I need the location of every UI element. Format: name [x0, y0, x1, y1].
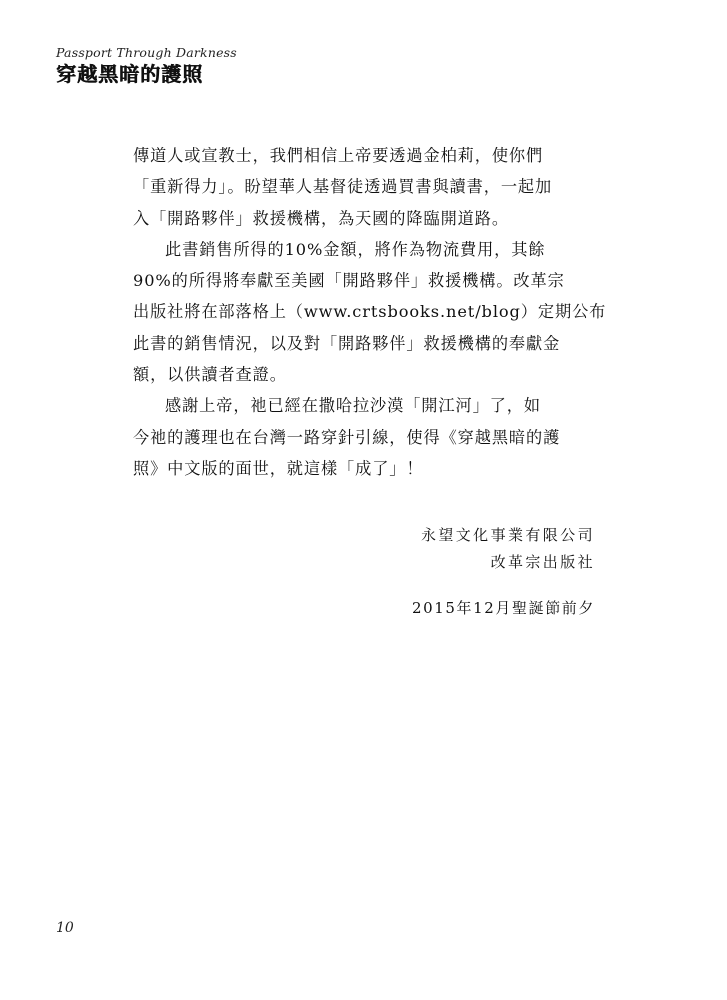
header-title-english: Passport Through Darkness [56, 45, 237, 60]
page-number: 10 [56, 920, 74, 936]
paragraph-line: 入「開路夥伴」救援機構，為天國的降臨開道路。 [133, 208, 509, 228]
paragraph-line: 感謝上帝，祂已經在撒哈拉沙漠「開江河」了，如 [165, 396, 541, 416]
paragraph-line: 90%的所得將奉獻至美國「開路夥伴」救援機構。改革宗 [133, 271, 565, 291]
paragraph-line: 「重新得力」。盼望華人基督徒透過買書與讀書，一起加 [133, 177, 553, 197]
signature-date: 2015年12月聖誕節前夕 [411, 599, 595, 617]
paragraph-line: 此書銷售所得的10%金額，將作為物流費用，其餘 [165, 239, 546, 259]
signature-company: 永望文化事業有限公司 [420, 526, 595, 544]
header-title-chinese: 穿越黑暗的護照 [56, 62, 203, 86]
paragraph-line: 出版社將在部落格上（www.crtsbooks.net/blog）定期公布 [133, 302, 607, 322]
paragraph-line: 今祂的護理也在台灣一路穿針引線，使得《穿越黑暗的護 [133, 427, 561, 447]
running-header [56, 46, 316, 86]
paragraph-line: 傳道人或宣教士，我們相信上帝要透過金柏莉，使你們 [133, 146, 544, 165]
paragraph-line: 此書的銷售情況，以及對「開路夥伴」救援機構的奉獻金 [133, 333, 561, 353]
body-text [133, 140, 607, 484]
paragraph-line: 額，以供讀者查證。 [133, 365, 287, 385]
signature-publisher: 改革宗出版社 [490, 553, 595, 571]
paragraph-line: 照》中文版的面世，就這樣「成了」！ [133, 458, 424, 478]
